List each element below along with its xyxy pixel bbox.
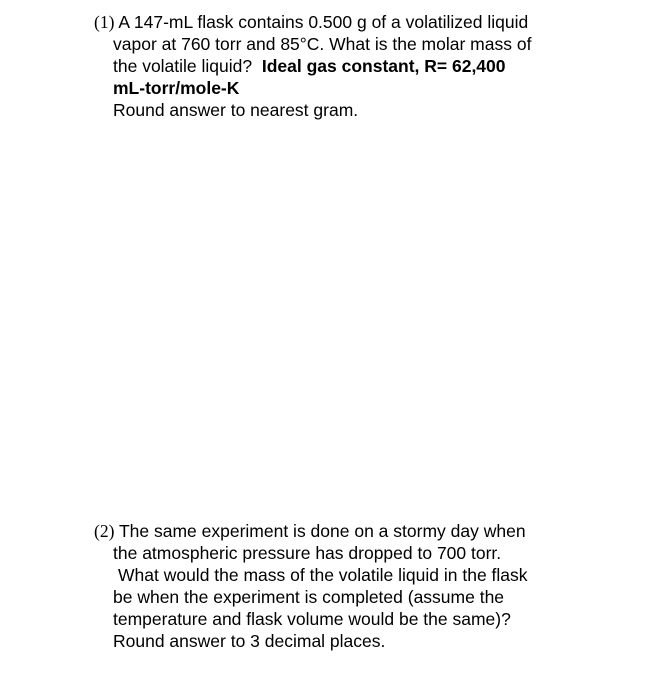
- question-2: [94, 520, 594, 652]
- question-2-line-4: be when the experiment is completed (assume the: [113, 587, 505, 607]
- gas-constant-label: Ideal gas constant, R= 62,400: [261, 56, 506, 76]
- question-2-line-5: temperature and flask volume would be the same)?: [113, 609, 511, 629]
- question-1-text-line-1: A 147-mL flask contains 0.500 g of a volatilized liquid: [118, 12, 529, 32]
- question-1-line-2: vapor at 760 torr and 85°C. What is the molar mass of: [113, 34, 532, 54]
- gas-constant-units: mL-torr/mole-K: [113, 78, 240, 98]
- question-2-line-1: [94, 520, 594, 542]
- question-1-line-1: [94, 11, 594, 33]
- question-1: [94, 11, 594, 121]
- question-1-rounding-instruction: Round answer to nearest gram.: [113, 100, 359, 120]
- question-1-number: (1): [94, 12, 115, 32]
- question-1-line-3: [94, 55, 594, 77]
- question-2-number: (2): [94, 521, 115, 541]
- question-2-rounding-instruction: Round answer to 3 decimal places.: [113, 631, 386, 651]
- question-2-line-2: the atmospheric pressure has dropped to 700 torr.: [113, 543, 502, 563]
- question-1-line-3-text: the volatile liquid?: [113, 56, 253, 76]
- question-2-text-line-1: The same experiment is done on a stormy day when: [118, 521, 526, 541]
- question-2-line-3: What would the mass of the volatile liquid in the flask: [118, 565, 528, 585]
